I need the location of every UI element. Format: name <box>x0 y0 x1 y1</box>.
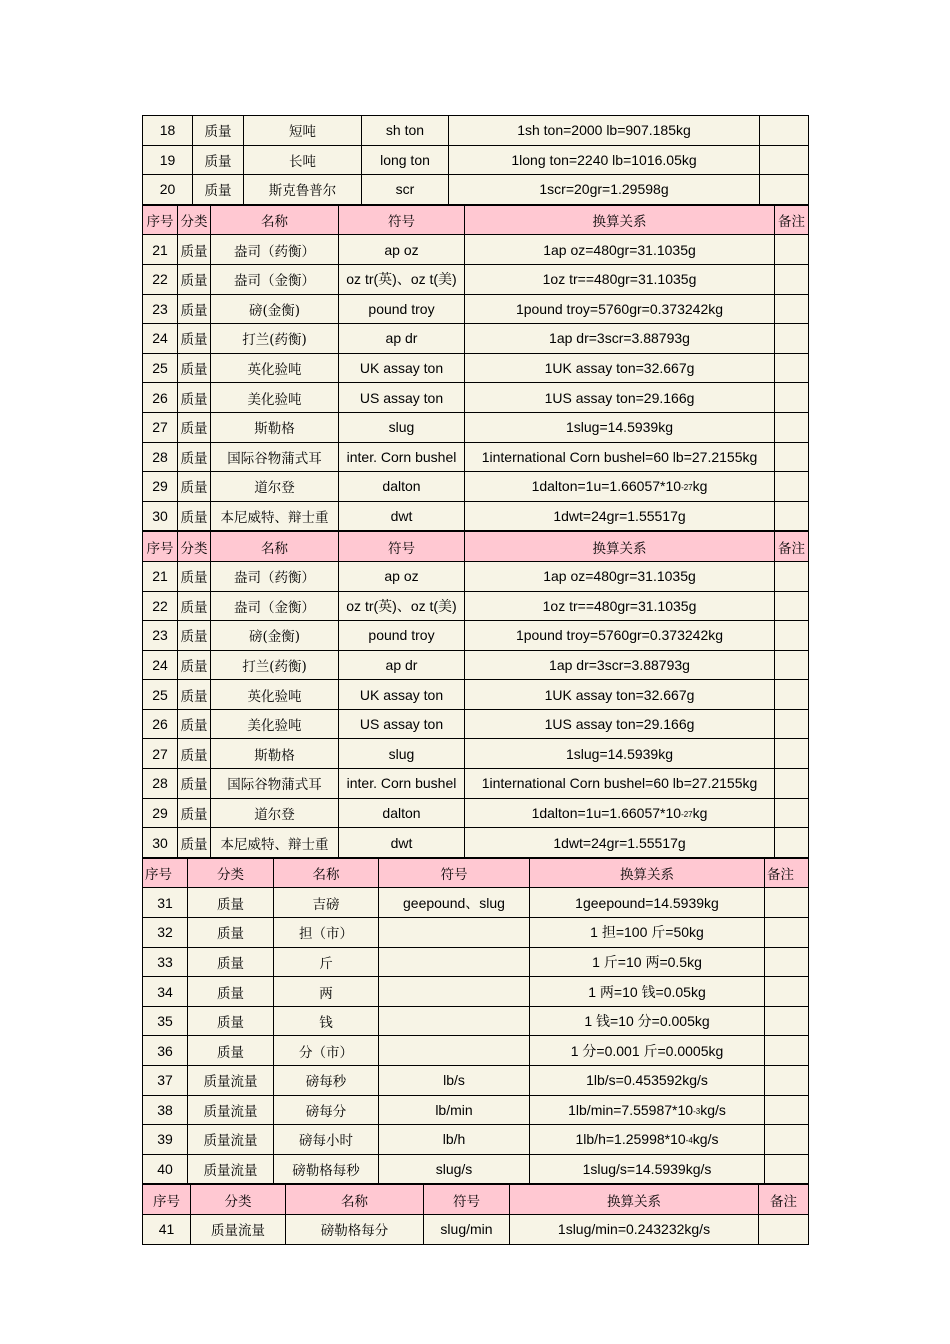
cell-category: 质量 <box>188 1006 274 1036</box>
cell-remark <box>775 501 809 531</box>
table-row <box>143 264 809 294</box>
table-row <box>143 235 809 265</box>
cell-symbol: ap oz <box>339 561 465 591</box>
cell-name: 分（市） <box>274 1036 379 1066</box>
cell-category: 质量 <box>178 650 211 680</box>
cell-symbol: lb/s <box>379 1066 530 1096</box>
cell-no: 32 <box>143 918 188 948</box>
cell-symbol: dalton <box>339 472 465 502</box>
cell-category: 质量 <box>178 353 211 383</box>
table-row <box>143 412 809 442</box>
cell-remark <box>765 1036 809 1066</box>
cell-symbol: dwt <box>339 828 465 858</box>
cell-remark <box>765 1095 809 1125</box>
cell-no: 21 <box>143 235 178 265</box>
cell-symbol <box>379 1006 530 1036</box>
cell-conversion: 1pound troy=5760gr=0.373242kg <box>465 294 775 324</box>
header-conversion: 换算关系 <box>530 858 765 888</box>
cell-conversion: 1 分=0.001 斤=0.0005kg <box>530 1036 765 1066</box>
cell-category: 质量 <box>188 947 274 977</box>
cell-name: 道尔登 <box>211 798 339 828</box>
cell-no: 19 <box>143 145 193 175</box>
conversion-exponent: -3 <box>693 1106 701 1116</box>
header-symbol: 符号 <box>339 532 465 562</box>
conversion-exponent: -27 <box>681 483 693 493</box>
cell-category: 质量 <box>178 709 211 739</box>
cell-category: 质量 <box>193 175 244 205</box>
table-row <box>143 769 809 799</box>
cell-conversion: 1ap oz=480gr=31.1035g <box>465 235 775 265</box>
cell-remark <box>765 977 809 1007</box>
cell-conversion: 1ap dr=3scr=3.88793g <box>465 324 775 354</box>
cell-category: 质量 <box>178 621 211 651</box>
conversion-exponent: -27 <box>681 809 693 819</box>
cell-name: 盎司（金衡） <box>211 264 339 294</box>
cell-remark <box>775 383 809 413</box>
header-name: 名称 <box>211 532 339 562</box>
cell-conversion: 1long ton=2240 lb=1016.05kg <box>449 145 760 175</box>
cell-category: 质量流量 <box>188 1154 274 1184</box>
table-row <box>143 650 809 680</box>
table-row <box>143 294 809 324</box>
cell-remark <box>765 1154 809 1184</box>
table-row <box>143 947 809 977</box>
cell-conversion: 1US assay ton=29.166g <box>465 383 775 413</box>
cell-name: 国际谷物蒲式耳 <box>211 442 339 472</box>
header-remark: 备注 <box>759 1185 809 1215</box>
cell-symbol: ap dr <box>339 324 465 354</box>
table-row <box>143 472 809 502</box>
cell-no: 24 <box>143 324 178 354</box>
cell-conversion: 1US assay ton=29.166g <box>465 709 775 739</box>
cell-conversion: 1dwt=24gr=1.55517g <box>465 828 775 858</box>
cell-remark <box>765 1066 809 1096</box>
cell-symbol <box>379 1036 530 1066</box>
cell-category: 质量 <box>178 294 211 324</box>
cell-no: 39 <box>143 1125 188 1155</box>
conversion-exponent: -4 <box>685 1136 693 1146</box>
header-row <box>143 205 809 235</box>
cell-category: 质量 <box>178 472 211 502</box>
cell-name: 美化验吨 <box>211 709 339 739</box>
conversion-base: 1lb/h=1.25998*10 <box>575 1131 686 1148</box>
cell-remark <box>760 116 809 146</box>
cell-category: 质量流量 <box>188 1125 274 1155</box>
table-row <box>143 442 809 472</box>
cell-remark <box>775 264 809 294</box>
table-row <box>143 324 809 354</box>
table-row <box>143 1066 809 1096</box>
table-row <box>143 1154 809 1184</box>
cell-no: 37 <box>143 1066 188 1096</box>
cell-symbol: lb/h <box>379 1125 530 1155</box>
cell-symbol: slug <box>339 412 465 442</box>
table-row <box>143 1214 809 1244</box>
cell-name: 打兰(药衡) <box>211 324 339 354</box>
header-row <box>143 532 809 562</box>
cell-symbol: inter. Corn bushel <box>339 769 465 799</box>
cell-conversion: 1oz tr==480gr=31.1035g <box>465 591 775 621</box>
cell-no: 35 <box>143 1006 188 1036</box>
cell-no: 26 <box>143 709 178 739</box>
cell-remark <box>775 235 809 265</box>
cell-symbol: lb/min <box>379 1095 530 1125</box>
header-symbol: 符号 <box>379 858 530 888</box>
cell-category: 质量 <box>193 116 244 146</box>
conversion-unit: kg <box>692 478 708 495</box>
cell-remark <box>775 828 809 858</box>
header-conversion: 换算关系 <box>465 205 775 235</box>
cell-no: 29 <box>143 472 178 502</box>
cell-category: 质量 <box>188 888 274 918</box>
header-category: 分类 <box>188 858 274 888</box>
cell-name: 磅(金衡) <box>211 294 339 324</box>
cell-conversion: 1 担=100 斤=50kg <box>530 918 765 948</box>
cell-no: 27 <box>143 739 178 769</box>
cell-category: 质量 <box>188 977 274 1007</box>
cell-no: 30 <box>143 828 178 858</box>
cell-remark <box>775 442 809 472</box>
cell-name: 英化验吨 <box>211 353 339 383</box>
cell-name: 国际谷物蒲式耳 <box>211 769 339 799</box>
cell-symbol: oz tr(英)、oz t(美) <box>339 264 465 294</box>
table-row <box>143 561 809 591</box>
conversion-unit: kg <box>692 804 708 821</box>
cell-remark <box>775 621 809 651</box>
cell-no: 29 <box>143 798 178 828</box>
cell-symbol: slug/min <box>424 1214 510 1244</box>
cell-remark <box>775 412 809 442</box>
header-name: 名称 <box>211 205 339 235</box>
header-remark: 备注 <box>765 858 809 888</box>
cell-conversion: 1international Corn bushel=60 lb=27.2155kg <box>465 769 775 799</box>
cell-symbol: slug/s <box>379 1154 530 1184</box>
cell-symbol <box>379 947 530 977</box>
cell-category: 质量 <box>178 828 211 858</box>
cell-no: 31 <box>143 888 188 918</box>
table-row <box>143 828 809 858</box>
cell-no: 20 <box>143 175 193 205</box>
cell-category: 质量 <box>178 235 211 265</box>
cell-category: 质量 <box>178 739 211 769</box>
header-name: 名称 <box>274 858 379 888</box>
header-row <box>143 1185 809 1215</box>
cell-conversion: 1lb/s=0.453592kg/s <box>530 1066 765 1096</box>
cell-conversion: 1sh ton=2000 lb=907.185kg <box>449 116 760 146</box>
cell-conversion: 1slug=14.5939kg <box>465 739 775 769</box>
cell-remark <box>775 294 809 324</box>
table-mass-21-30-a <box>142 205 809 532</box>
conversion-unit: kg/s <box>700 1101 726 1118</box>
cell-symbol: pound troy <box>339 621 465 651</box>
header-category: 分类 <box>178 532 211 562</box>
table-row <box>143 888 809 918</box>
cell-symbol: UK assay ton <box>339 680 465 710</box>
cell-conversion: 1geepound=14.5939kg <box>530 888 765 918</box>
header-symbol: 符号 <box>424 1185 510 1215</box>
cell-symbol: oz tr(英)、oz t(美) <box>339 591 465 621</box>
cell-remark <box>765 918 809 948</box>
table-row <box>143 591 809 621</box>
cell-category: 质量 <box>178 412 211 442</box>
cell-conversion <box>465 472 775 502</box>
cell-name: 本尼威特、辩士重 <box>211 501 339 531</box>
cell-symbol: slug <box>339 739 465 769</box>
cell-name: 美化验吨 <box>211 383 339 413</box>
cell-name: 盎司（药衡） <box>211 561 339 591</box>
table-row <box>143 383 809 413</box>
cell-conversion <box>530 1125 765 1155</box>
header-conversion: 换算关系 <box>510 1185 759 1215</box>
table-mass-flow-41 <box>142 1184 809 1244</box>
cell-remark <box>765 1125 809 1155</box>
cell-conversion: 1slug/min=0.243232kg/s <box>510 1214 759 1244</box>
cell-no: 26 <box>143 383 178 413</box>
cell-remark <box>760 145 809 175</box>
cell-name: 磅每秒 <box>274 1066 379 1096</box>
header-no: 序号 <box>143 858 188 888</box>
cell-symbol: sh ton <box>362 116 449 146</box>
cell-category: 质量 <box>178 591 211 621</box>
table-row <box>143 739 809 769</box>
cell-symbol: pound troy <box>339 294 465 324</box>
cell-conversion: 1 斤=10 两=0.5kg <box>530 947 765 977</box>
cell-category: 质量 <box>178 501 211 531</box>
cell-category: 质量 <box>178 264 211 294</box>
cell-name: 斤 <box>274 947 379 977</box>
cell-remark <box>759 1214 809 1244</box>
cell-category: 质量 <box>188 1036 274 1066</box>
cell-conversion: 1dwt=24gr=1.55517g <box>465 501 775 531</box>
cell-conversion: 1pound troy=5760gr=0.373242kg <box>465 621 775 651</box>
cell-conversion: 1UK assay ton=32.667g <box>465 353 775 383</box>
cell-name: 长吨 <box>244 145 362 175</box>
header-no: 序号 <box>143 205 178 235</box>
cell-no: 33 <box>143 947 188 977</box>
header-conversion: 换算关系 <box>465 532 775 562</box>
table-row <box>143 116 809 146</box>
cell-name: 盎司（药衡） <box>211 235 339 265</box>
cell-symbol: ap dr <box>339 650 465 680</box>
cell-name: 钱 <box>274 1006 379 1036</box>
cell-conversion: 1slug/s=14.5939kg/s <box>530 1154 765 1184</box>
table-row <box>143 1095 809 1125</box>
cell-conversion: 1 钱=10 分=0.005kg <box>530 1006 765 1036</box>
cell-name: 盎司（金衡） <box>211 591 339 621</box>
cell-name: 道尔登 <box>211 472 339 502</box>
cell-category: 质量 <box>188 918 274 948</box>
cell-no: 25 <box>143 680 178 710</box>
conversion-unit: kg/s <box>692 1131 719 1148</box>
cell-symbol: US assay ton <box>339 383 465 413</box>
table-row <box>143 145 809 175</box>
cell-conversion: 1scr=20gr=1.29598g <box>449 175 760 205</box>
header-name: 名称 <box>286 1185 424 1215</box>
cell-category: 质量 <box>178 324 211 354</box>
cell-symbol: geepound、slug <box>379 888 530 918</box>
cell-name: 磅每分 <box>274 1095 379 1125</box>
cell-no: 38 <box>143 1095 188 1125</box>
conversion-base: 1dalton=1u=1.66057*10 <box>531 478 682 495</box>
header-remark: 备注 <box>775 205 809 235</box>
cell-category: 质量 <box>178 769 211 799</box>
cell-conversion: 1international Corn bushel=60 lb=27.2155kg <box>465 442 775 472</box>
table-mass-18-20 <box>142 115 809 205</box>
cell-no: 36 <box>143 1036 188 1066</box>
header-category: 分类 <box>191 1185 286 1215</box>
cell-symbol: UK assay ton <box>339 353 465 383</box>
cell-no: 22 <box>143 264 178 294</box>
cell-conversion: 1slug=14.5939kg <box>465 412 775 442</box>
header-row <box>143 858 809 888</box>
cell-remark <box>775 591 809 621</box>
table-row <box>143 621 809 651</box>
conversion-base: 1lb/min=7.55987*10 <box>568 1101 694 1118</box>
conversion-base: 1dalton=1u=1.66057*10 <box>531 804 682 821</box>
cell-symbol: ap oz <box>339 235 465 265</box>
cell-remark <box>775 650 809 680</box>
cell-remark <box>775 561 809 591</box>
cell-conversion <box>530 1095 765 1125</box>
table-row <box>143 918 809 948</box>
table-row <box>143 709 809 739</box>
cell-name: 斯勒格 <box>211 412 339 442</box>
table-mass-31-40 <box>142 858 809 1185</box>
cell-remark <box>775 324 809 354</box>
table-row <box>143 1125 809 1155</box>
cell-name: 斯勒格 <box>211 739 339 769</box>
cell-category: 质量 <box>178 680 211 710</box>
cell-name: 担（市） <box>274 918 379 948</box>
cell-name: 磅勒格每秒 <box>274 1154 379 1184</box>
cell-no: 40 <box>143 1154 188 1184</box>
table-row <box>143 501 809 531</box>
cell-remark <box>765 947 809 977</box>
cell-remark <box>765 1006 809 1036</box>
cell-no: 24 <box>143 650 178 680</box>
cell-name: 斯克鲁普尔 <box>244 175 362 205</box>
cell-name: 磅每小时 <box>274 1125 379 1155</box>
cell-symbol: dwt <box>339 501 465 531</box>
cell-no: 28 <box>143 769 178 799</box>
cell-remark <box>775 472 809 502</box>
cell-no: 23 <box>143 621 178 651</box>
cell-name: 磅(金衡) <box>211 621 339 651</box>
cell-symbol: scr <box>362 175 449 205</box>
cell-category: 质量流量 <box>188 1066 274 1096</box>
cell-conversion <box>465 798 775 828</box>
cell-remark <box>760 175 809 205</box>
cell-name: 英化验吨 <box>211 680 339 710</box>
cell-name: 短吨 <box>244 116 362 146</box>
header-category: 分类 <box>178 205 211 235</box>
cell-no: 22 <box>143 591 178 621</box>
cell-conversion: 1 两=10 钱=0.05kg <box>530 977 765 1007</box>
cell-no: 21 <box>143 561 178 591</box>
table-row <box>143 798 809 828</box>
cell-no: 25 <box>143 353 178 383</box>
table-row <box>143 680 809 710</box>
cell-no: 18 <box>143 116 193 146</box>
header-remark: 备注 <box>775 532 809 562</box>
cell-category: 质量 <box>193 145 244 175</box>
cell-category: 质量 <box>178 561 211 591</box>
cell-name: 吉磅 <box>274 888 379 918</box>
cell-remark <box>775 769 809 799</box>
cell-no: 41 <box>143 1214 191 1244</box>
cell-category: 质量 <box>178 383 211 413</box>
cell-remark <box>775 709 809 739</box>
cell-symbol: US assay ton <box>339 709 465 739</box>
cell-conversion: 1UK assay ton=32.667g <box>465 680 775 710</box>
cell-remark <box>775 353 809 383</box>
table-row <box>143 175 809 205</box>
table-row <box>143 1036 809 1066</box>
header-symbol: 符号 <box>339 205 465 235</box>
cell-name: 两 <box>274 977 379 1007</box>
cell-name: 打兰(药衡) <box>211 650 339 680</box>
cell-no: 34 <box>143 977 188 1007</box>
cell-symbol: inter. Corn bushel <box>339 442 465 472</box>
cell-category: 质量流量 <box>188 1095 274 1125</box>
cell-name: 本尼威特、辩士重 <box>211 828 339 858</box>
cell-conversion: 1ap oz=480gr=31.1035g <box>465 561 775 591</box>
table-row <box>143 1006 809 1036</box>
cell-name: 磅勒格每分 <box>286 1214 424 1244</box>
cell-no: 27 <box>143 412 178 442</box>
cell-category: 质量 <box>178 798 211 828</box>
cell-conversion: 1ap dr=3scr=3.88793g <box>465 650 775 680</box>
cell-symbol: long ton <box>362 145 449 175</box>
cell-remark <box>775 798 809 828</box>
header-no: 序号 <box>143 1185 191 1215</box>
cell-conversion: 1oz tr==480gr=31.1035g <box>465 264 775 294</box>
cell-symbol <box>379 977 530 1007</box>
header-no: 序号 <box>143 532 178 562</box>
cell-symbol: dalton <box>339 798 465 828</box>
table-row <box>143 353 809 383</box>
table-mass-21-30-b <box>142 531 809 858</box>
cell-category: 质量 <box>178 442 211 472</box>
table-row <box>143 977 809 1007</box>
conversion-sheet <box>142 115 808 1245</box>
cell-symbol <box>379 918 530 948</box>
cell-remark <box>765 888 809 918</box>
cell-no: 28 <box>143 442 178 472</box>
cell-no: 30 <box>143 501 178 531</box>
cell-remark <box>775 680 809 710</box>
cell-no: 23 <box>143 294 178 324</box>
cell-remark <box>775 739 809 769</box>
cell-category: 质量流量 <box>191 1214 286 1244</box>
